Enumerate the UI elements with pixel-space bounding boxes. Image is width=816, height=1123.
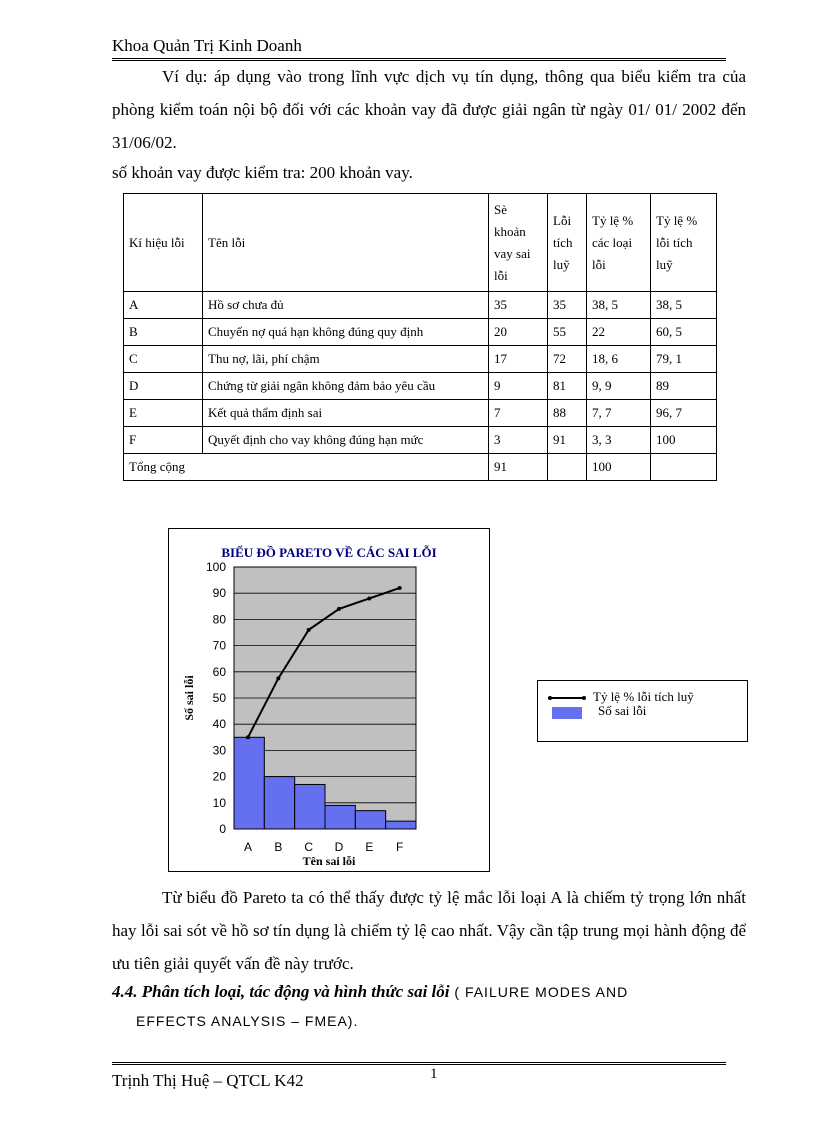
section-heading <box>112 982 752 1002</box>
y-tick-label: 100 <box>205 560 226 574</box>
cell-percent: 7, 7 <box>587 400 651 427</box>
cell-cumulative-percent: 60, 5 <box>651 319 717 346</box>
intro-paragraph: Ví dụ: áp dụng vào trong lĩnh vực dịch vụ tín dụng, thông qua biểu kiểm tra của phòng kiểm toán nội bộ đối với các khoản vay đã được giải ngân từ ngày 01/ 01/ 2002 đến 31/06/02. <box>112 67 746 152</box>
cumulative-point <box>337 607 341 611</box>
cell-count: 17 <box>489 346 548 373</box>
cell-count: 9 <box>489 373 548 400</box>
cumulative-point <box>367 596 371 600</box>
cumulative-point <box>246 735 250 739</box>
cell-cumulative: 55 <box>548 319 587 346</box>
cell-cumulative-percent: 89 <box>651 373 717 400</box>
chart-legend <box>537 680 748 742</box>
cell-count: 20 <box>489 319 548 346</box>
bar-E <box>355 811 385 829</box>
total-label: Tổng cộng <box>124 454 489 481</box>
total-percent: 100 <box>587 454 651 481</box>
cell-percent: 18, 6 <box>587 346 651 373</box>
y-tick-label: 20 <box>212 769 226 784</box>
cell-code: A <box>124 292 203 319</box>
col-header-code: Kí hiệu lỗi <box>124 194 203 292</box>
table-total-row <box>124 454 717 481</box>
error-table <box>123 193 717 481</box>
y-tick-label: 40 <box>212 717 226 732</box>
cell-name: Chuyển nợ quá hạn không đúng quy định <box>203 319 489 346</box>
col-header-count: Sè khoản vay sai lỗi <box>489 194 548 292</box>
x-tick-label: D <box>334 840 344 854</box>
x-tick-label: C <box>304 840 314 854</box>
x-tick-label: B <box>274 840 283 854</box>
cell-code: B <box>124 319 203 346</box>
legend-graphics <box>538 681 747 741</box>
legend-bar-swatch <box>552 707 582 719</box>
cell-cumulative: 88 <box>548 400 587 427</box>
cell-percent: 3, 3 <box>587 427 651 454</box>
footer-rule <box>112 1062 726 1065</box>
y-tick-label: 70 <box>212 638 226 653</box>
bar-D <box>325 805 355 829</box>
total-cumulative <box>548 454 587 481</box>
bar-B <box>264 777 294 829</box>
total-count: 91 <box>489 454 548 481</box>
conclusion-paragraph: Từ biểu đồ Pareto ta có thể thấy được tỷ lệ mắc lỗi loại A là chiếm tỷ trọng lớn nhất hay lỗi sai sót về hồ sơ tín dụng là chiếm tỷ lệ cao nhất. Vậy cần tập trung mọi hành động để ưu tiên giải quyết vấn đề này trước. <box>112 888 746 973</box>
y-tick-label: 60 <box>212 664 226 679</box>
y-tick-label: 10 <box>212 795 226 810</box>
cell-count: 35 <box>489 292 548 319</box>
cell-cumulative-percent: 79, 1 <box>651 346 717 373</box>
cell-percent: 22 <box>587 319 651 346</box>
legend-line-marker <box>582 696 586 700</box>
table-row <box>124 319 717 346</box>
cell-code: E <box>124 400 203 427</box>
table-row <box>124 400 717 427</box>
cell-cumulative: 81 <box>548 373 587 400</box>
cell-count: 3 <box>489 427 548 454</box>
total-cumulative-percent <box>651 454 717 481</box>
col-header-percent: Tỷ lệ % các loại lỗi <box>587 194 651 292</box>
page-header: Khoa Quản Trị Kinh Doanh <box>112 36 302 55</box>
cell-name: Kết quả thẩm định sai <box>203 400 489 427</box>
cell-cumulative-percent: 38, 5 <box>651 292 717 319</box>
y-tick-label: 50 <box>212 691 226 705</box>
legend-line-label: Tỷ lệ % lỗi tích luỹ <box>593 689 694 704</box>
bar-C <box>295 784 325 829</box>
x-tick-label: E <box>365 840 374 854</box>
cell-name: Chứng từ giải ngân không đảm bảo yêu cầu <box>203 373 489 400</box>
legend-bar-label: Số sai lỗi <box>598 703 647 718</box>
legend-line-marker <box>548 696 552 700</box>
bar-F <box>386 821 416 829</box>
section-suffix: ( FAILURE MODES AND <box>449 984 629 1000</box>
bar-A <box>234 737 264 829</box>
cell-code: F <box>124 427 203 454</box>
y-tick-label: 80 <box>212 612 226 627</box>
cumulative-point <box>307 628 311 632</box>
cell-code: D <box>124 373 203 400</box>
cell-cumulative: 91 <box>548 427 587 454</box>
col-header-cumulative: Lỗi tích luỹ <box>548 194 587 292</box>
cell-cumulative-percent: 96, 7 <box>651 400 717 427</box>
cell-cumulative: 72 <box>548 346 587 373</box>
cell-code: C <box>124 346 203 373</box>
cell-name: Hồ sơ chưa đủ <box>203 292 489 319</box>
x-axis-label: Tên sai lỗi <box>302 854 356 868</box>
y-tick-label: 90 <box>212 586 226 601</box>
section-heading-line2: EFFECTS ANALYSIS – FMEA). <box>136 1013 359 1029</box>
cell-count: 7 <box>489 400 548 427</box>
pareto-chart-frame <box>168 528 490 872</box>
loan-count-line: số khoản vay được kiểm tra: 200 khoản vay. <box>112 163 413 182</box>
section-title: Phân tích loại, tác động và hình thức sai lỗi <box>141 982 450 1001</box>
x-tick-label: F <box>395 840 404 854</box>
y-axis-label: Số sai lỗi <box>182 675 196 721</box>
col-header-cumulative-percent: Tỷ lệ % lỗi tích luỹ <box>651 194 717 292</box>
cell-percent: 38, 5 <box>587 292 651 319</box>
cell-cumulative-percent: 100 <box>651 427 717 454</box>
y-tick-label: 30 <box>212 743 226 758</box>
x-tick-label: A <box>243 840 253 854</box>
cell-percent: 9, 9 <box>587 373 651 400</box>
footer-author: Trịnh Thị Huệ – QTCL K42 <box>112 1071 304 1090</box>
pareto-chart <box>169 529 489 871</box>
table-header-row <box>124 194 717 292</box>
table-row <box>124 346 717 373</box>
table-row <box>124 292 717 319</box>
chart-title: BIỂU ĐỒ PARETO VỀ CÁC SAI LỖI <box>221 545 437 560</box>
page-number: 1 <box>430 1066 438 1082</box>
cell-cumulative: 35 <box>548 292 587 319</box>
table-row <box>124 427 717 454</box>
cell-name: Quyết định cho vay không đúng hạn mức <box>203 427 489 454</box>
cumulative-point <box>276 676 280 680</box>
cell-name: Thu nợ, lãi, phí chậm <box>203 346 489 373</box>
col-header-name: Tên lỗi <box>203 194 489 292</box>
cumulative-point <box>398 586 402 590</box>
section-number: 4.4. <box>112 982 138 1001</box>
y-tick-label: 0 <box>219 822 226 836</box>
table-row <box>124 373 717 400</box>
